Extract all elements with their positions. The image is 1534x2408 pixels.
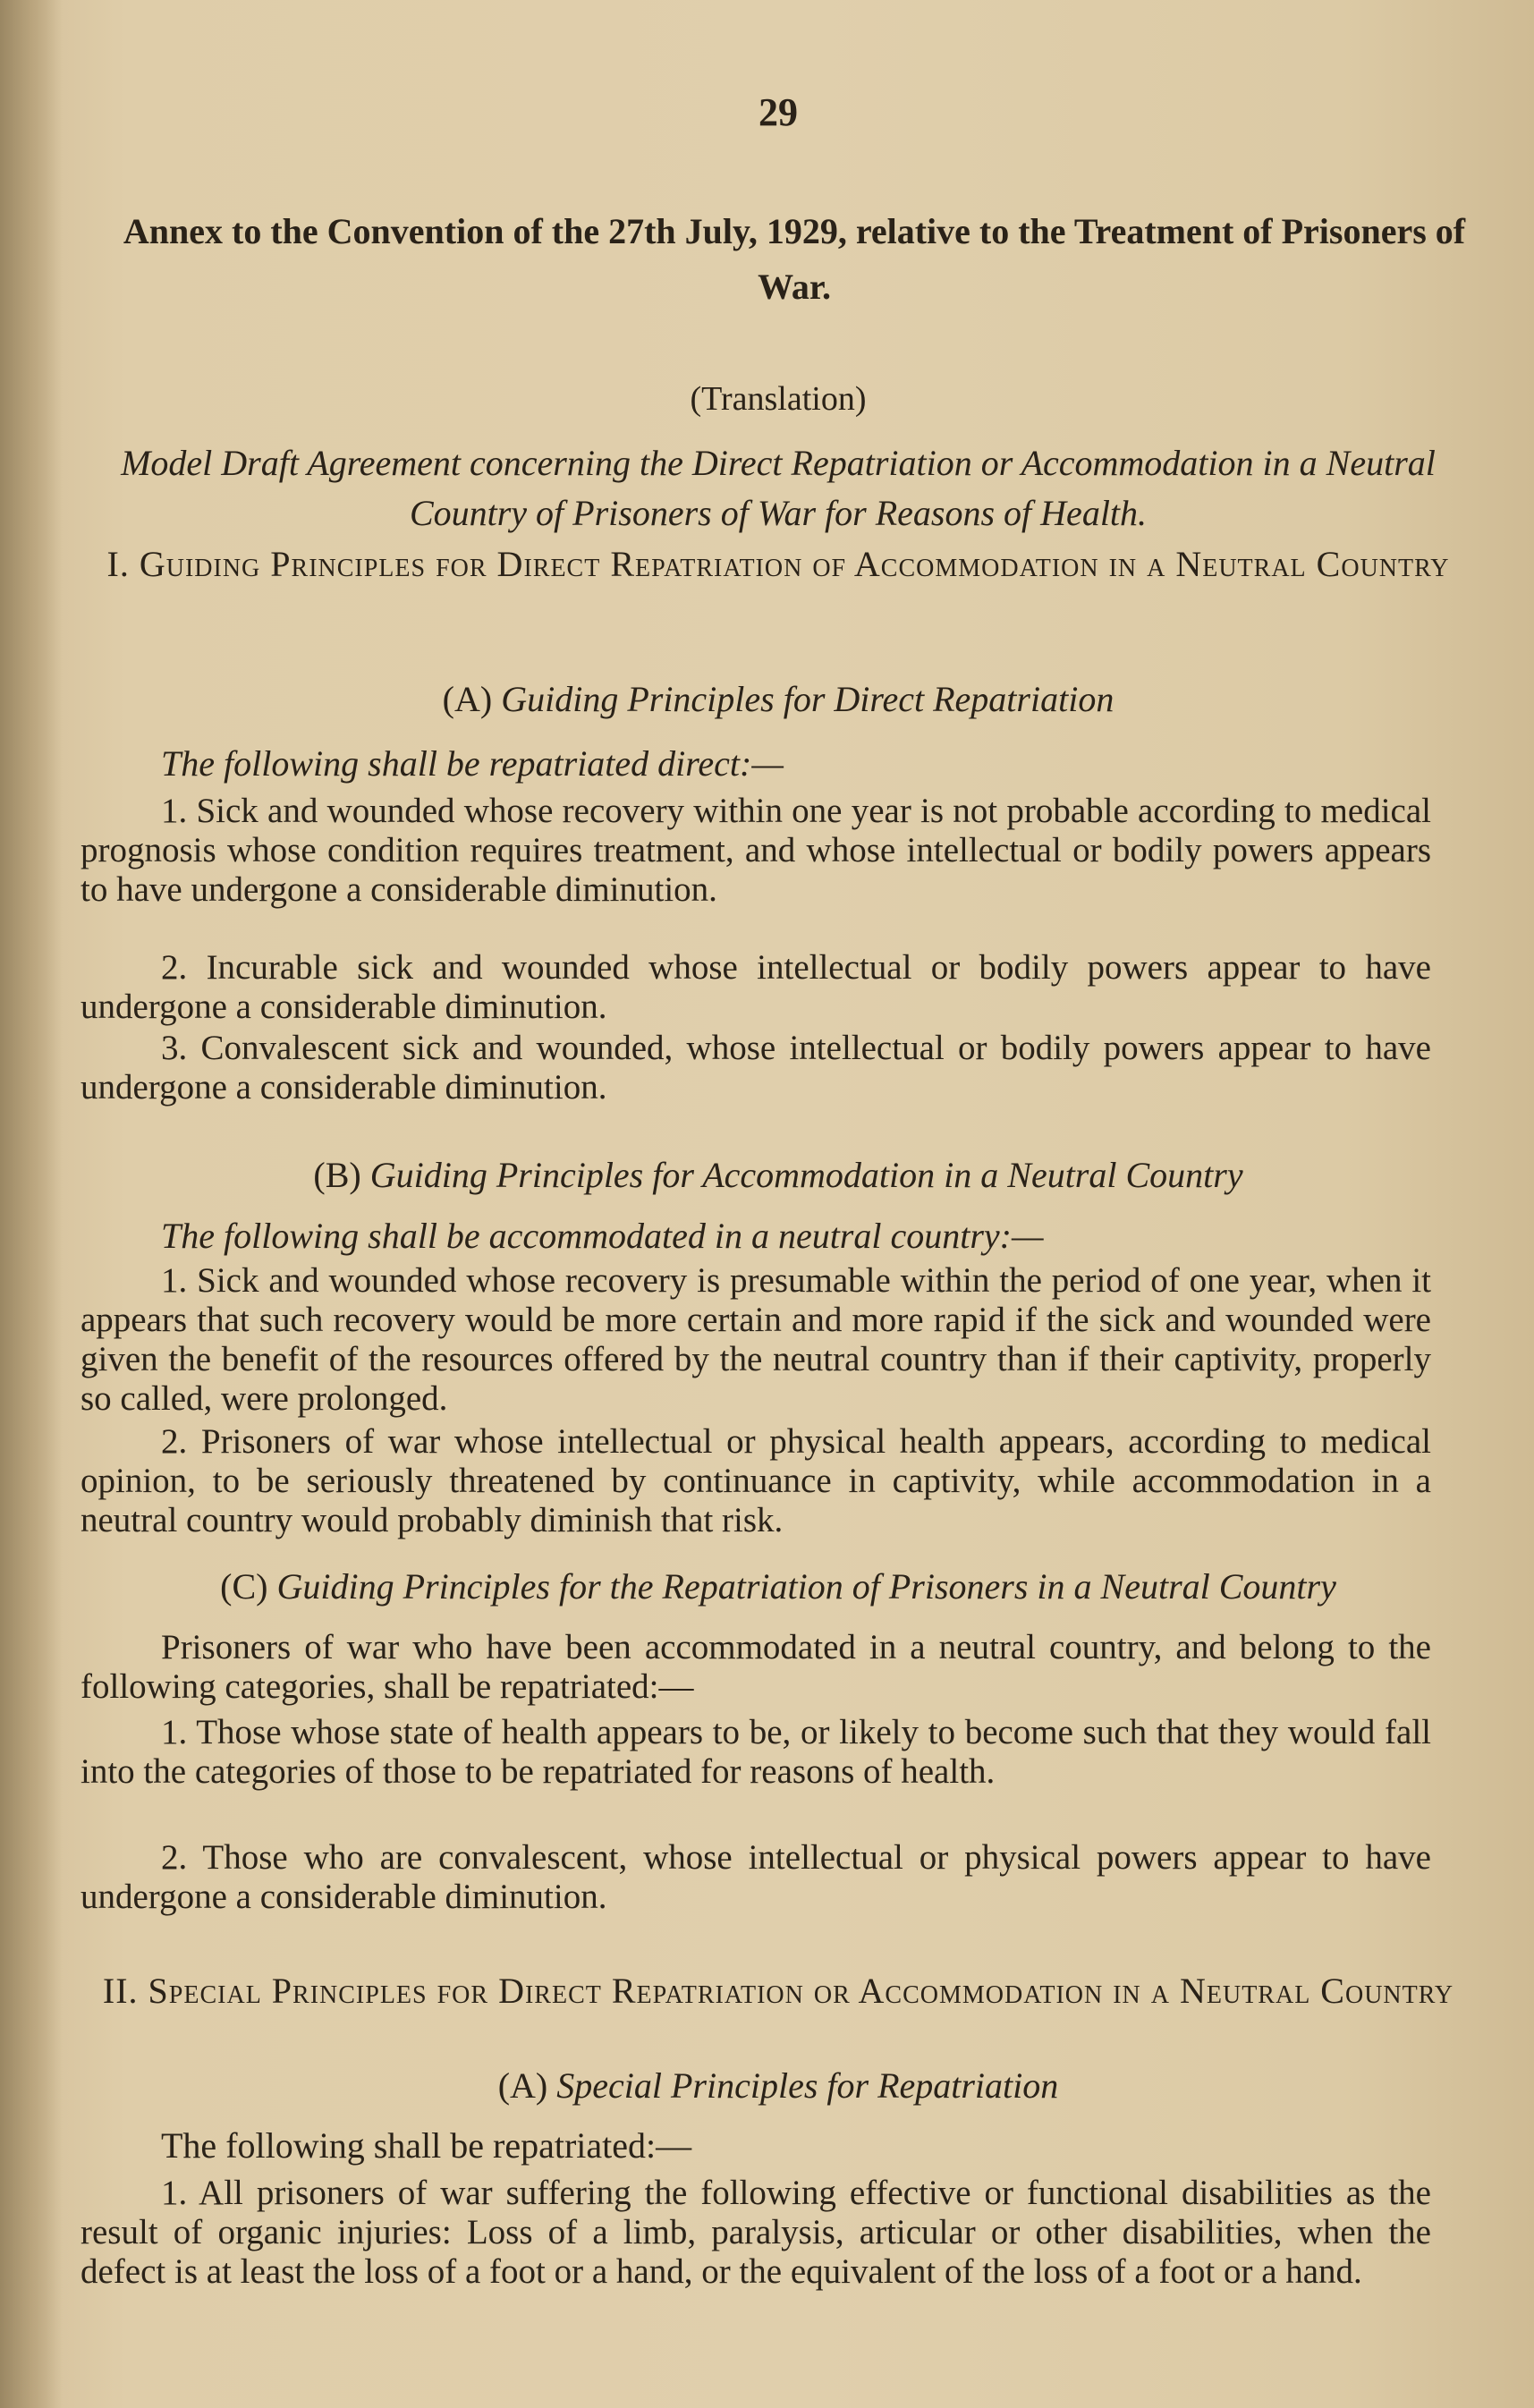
subsection-label: (A)	[497, 2065, 548, 2106]
section-2a-intro: The following shall be repatriated:—	[161, 2125, 692, 2166]
section-heading-part-2: II. Special Principles for Direct Repatriation or Accommodation in a Neutral Country	[102, 1971, 1454, 2011]
paragraph-1a-item-2: 2. Incurable sick and wounded whose intellectual or bodily powers appear to have undergone a considerable diminution.	[81, 948, 1431, 1026]
paragraph-1a-item-3: 3. Convalescent sick and wounded, whose intellectual or bodily powers appear to have undergone a considerable diminution.	[81, 1029, 1431, 1106]
subsection-title: Special Principles for Repatriation	[556, 2065, 1059, 2106]
subsection-heading-1a	[98, 678, 1458, 720]
book-spine-shadow	[0, 0, 63, 2408]
subsection-heading-2a	[98, 2065, 1458, 2107]
paragraph-1b-item-1: 1. Sick and wounded whose recovery is presumable within the period of one year, when it appears that such recovery would be more certain and more rapid if the sick and wounded were given the benefit of the resources offered by the neutral country than if their captivity, properly so called, were prolonged.	[81, 1261, 1431, 1418]
subsection-title: Guiding Principles for Direct Repatriation	[501, 679, 1114, 719]
paragraph-1c-intro: Prisoners of war who have been accommodated in a neutral country, and belong to the following categories, shall be repatriated:—	[81, 1628, 1431, 1706]
subsection-title: Guiding Principles for the Repatriation of Prisoners in a Neutral Country	[276, 1566, 1336, 1607]
paragraph-1b-item-2: 2. Prisoners of war whose intellectual or physical health appears, according to medical opinion, to be seriously threatened by continuance in captivity, while accommodation in a neutral country would probably diminish that risk.	[81, 1422, 1431, 1539]
section-1a-intro: The following shall be repatriated direct:—	[161, 743, 784, 784]
subsection-label: (A)	[442, 679, 493, 719]
section-1b-intro: The following shall be accommodated in a neutral country:—	[161, 1216, 1044, 1256]
page-number: 29	[759, 90, 798, 134]
draft-agreement-title: Model Draft Agreement concerning the Direct Repatriation or Accommodation in a Neutral Country of Prisoners of War for Reasons of Health.	[121, 443, 1436, 533]
paragraph-2a-item-1: 1. All prisoners of war suffering the following effective or functional disabilities as the result of organic injuries: Loss of a limb, paralysis, articular or other disabilities, when the defect is at least the loss of a foot or a hand, or the equivalent of the loss of a foot or a hand.	[81, 2174, 1431, 2291]
paragraph-1c-item-1: 1. Those whose state of health appears to be, or likely to become such that they would fall into the categories of those to be repatriated for reasons of health.	[81, 1713, 1431, 1791]
subsection-label: (C)	[220, 1566, 268, 1607]
subsection-heading-1b	[98, 1154, 1458, 1196]
subsection-label: (B)	[313, 1155, 361, 1195]
annex-title: Annex to the Convention of the 27th July, 1929, relative to the Treatment of Prisoners of War.	[123, 211, 1466, 307]
paragraph-1a-item-1: 1. Sick and wounded whose recovery within one year is not probable according to medical prognosis whose condition requires treatment, and whose intellectual or bodily powers appears to have undergone a considerable diminution.	[81, 792, 1431, 909]
section-heading-part-1: I. Guiding Principles for Direct Repatriation of Accommodation in a Neutral Country	[106, 544, 1450, 584]
translation-note: (Translation)	[690, 380, 867, 418]
paragraph-1c-item-2: 2. Those who are convalescent, whose intellectual or physical powers appear to have undergone a considerable diminution.	[81, 1838, 1431, 1916]
subsection-title: Guiding Principles for Accommodation in a Neutral Country	[369, 1155, 1243, 1195]
subsection-heading-1c	[98, 1565, 1458, 1607]
